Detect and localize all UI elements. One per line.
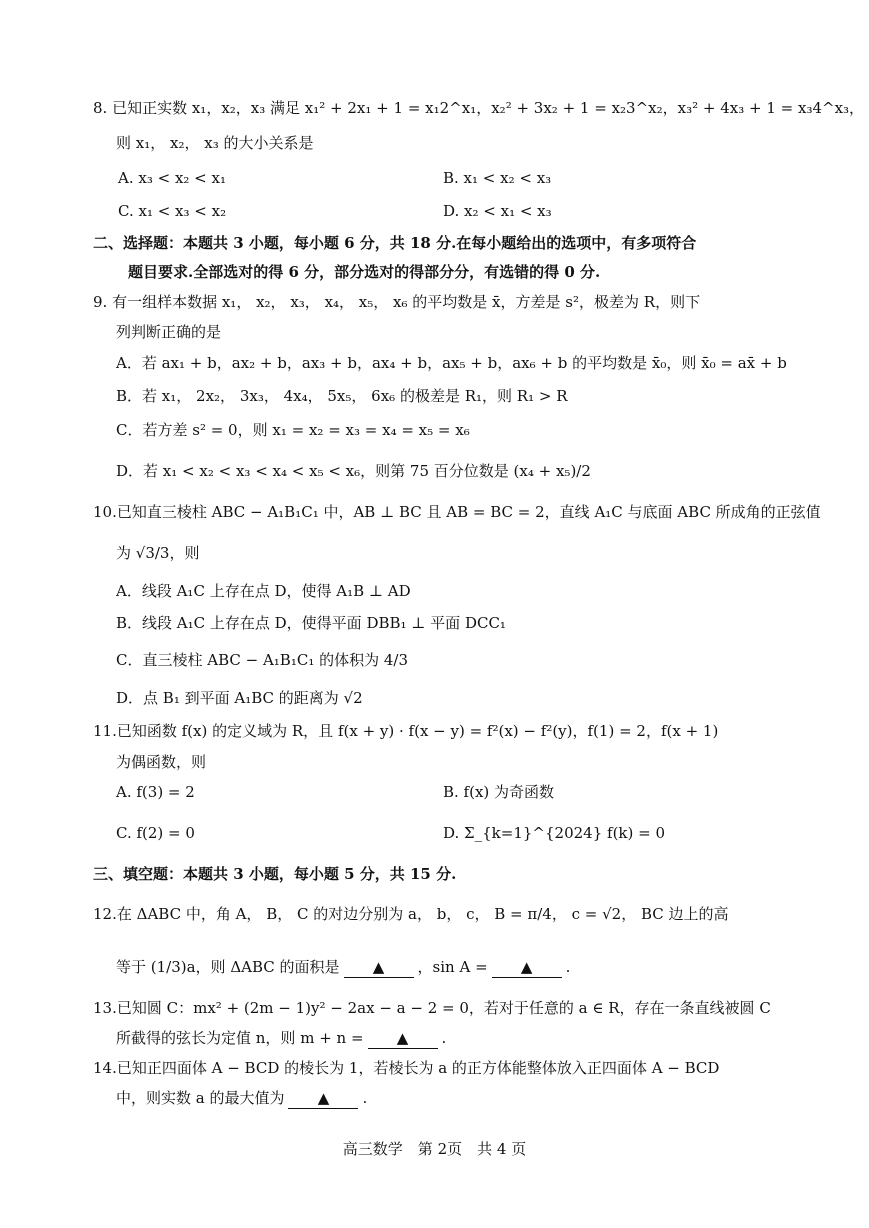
q10-stem-line1: 10.已知直三棱柱 ABC − A₁B₁C₁ 中，AB ⊥ BC 且 AB = BC = 2，直线 A₁C 与底面 ABC 所成角的正弦值 bbox=[93, 503, 821, 521]
q9-option-d: D．若 x₁ < x₂ < x₃ < x₄ < x₅ < x₆，则第 75 百分位数是 (x₄ + x₅)/2 bbox=[116, 462, 591, 480]
q10-option-d: D．点 B₁ 到平面 A₁BC 的距离为 √2 bbox=[116, 689, 363, 707]
q8-stem-line1: 8. 已知正实数 x₁，x₂，x₃ 满足 x₁² + 2x₁ + 1 = x₁2^x₁，x₂² + 3x₂ + 1 = x₂3^x₂，x₃² + 4x₃ + 1 = x₃4^x₃， bbox=[93, 99, 865, 117]
section2-heading-line1: 二、选择题：本题共 3 小题，每小题 6 分，共 18 分.在每小题给出的选项中，有多项符合 bbox=[93, 234, 697, 252]
q11-option-c: C. f(2) = 0 bbox=[116, 824, 195, 842]
q11-stem-line2: 为偶函数，则 bbox=[116, 753, 207, 771]
q11-option-b: B. f(x) 为奇函数 bbox=[443, 783, 555, 801]
q12-answer-blank-2: ▲ bbox=[492, 957, 562, 978]
q9-option-c: C．若方差 s² = 0，则 x₁ = x₂ = x₃ = x₄ = x₅ = x₆ bbox=[116, 421, 470, 439]
q9-option-b: B．若 x₁， 2x₂， 3x₃， 4x₄， 5x₅， 6x₆ 的极差是 R₁，则 R₁ > R bbox=[116, 387, 568, 405]
q11-option-d: D. Σ_{k=1}^{2024} f(k) = 0 bbox=[443, 824, 666, 842]
q9-stem-line1: 9. 有一组样本数据 x₁， x₂， x₃， x₄， x₅， x₆ 的平均数是 x̄，方差是 s²，极差为 R，则下 bbox=[93, 293, 701, 311]
q11-option-a: A. f(3) = 2 bbox=[116, 783, 195, 801]
q8-option-d: D. x₂ < x₁ < x₃ bbox=[443, 202, 552, 220]
q10-stem-line2: 为 √3/3，则 bbox=[116, 544, 200, 562]
q8-option-b: B. x₁ < x₂ < x₃ bbox=[443, 169, 552, 187]
q14-stem-line2 bbox=[116, 1088, 367, 1109]
q13-text-a: 所截得的弦长为定值 n，则 m + n = bbox=[116, 1029, 364, 1047]
q9-stem-line2: 列判断正确的是 bbox=[116, 323, 222, 341]
q10-option-b: B．线段 A₁C 上存在点 D，使得平面 DBB₁ ⊥ 平面 DCC₁ bbox=[116, 614, 506, 632]
q12-stem-line2 bbox=[116, 957, 570, 978]
q8-option-a: A. x₃ < x₂ < x₁ bbox=[118, 169, 226, 187]
q8-stem-line2: 则 x₁， x₂， x₃ 的大小关系是 bbox=[116, 134, 314, 152]
q14-answer-blank: ▲ bbox=[288, 1088, 358, 1109]
q12-stem-line1: 12.在 ΔABC 中，角 A， B， C 的对边分别为 a， b， c， B = π/4， c = √2， BC 边上的高 bbox=[93, 905, 729, 923]
q13-text-b: . bbox=[441, 1029, 447, 1047]
section2-heading-line2: 题目要求.全部选对的得 6 分，部分选对的得部分分，有选错的得 0 分. bbox=[128, 263, 601, 281]
q12-answer-blank-1: ▲ bbox=[344, 957, 414, 978]
q11-stem-line1: 11.已知函数 f(x) 的定义域为 R，且 f(x + y) · f(x − y) = f²(x) − f²(y)，f(1) = 2，f(x + 1) bbox=[93, 722, 719, 740]
q14-stem-line1: 14.已知正四面体 A − BCD 的棱长为 1，若棱长为 a 的正方体能整体放入正四面体 A − BCD bbox=[93, 1059, 720, 1077]
page-footer: 高三数学 第 2页 共 4 页 bbox=[342, 1140, 527, 1158]
q14-text-b: . bbox=[362, 1089, 368, 1107]
q13-answer-blank: ▲ bbox=[368, 1028, 438, 1049]
q10-option-c: C．直三棱柱 ABC − A₁B₁C₁ 的体积为 4/3 bbox=[116, 651, 409, 669]
q8-option-c: C. x₁ < x₃ < x₂ bbox=[118, 202, 227, 220]
q12-text-a: 等于 (1/3)a，则 ΔABC 的面积是 bbox=[116, 958, 340, 976]
q12-text-b: ，sin A = bbox=[417, 958, 488, 976]
q12-text-c: . bbox=[565, 958, 571, 976]
q14-text-a: 中，则实数 a 的最大值为 bbox=[116, 1089, 285, 1107]
q10-option-a: A．线段 A₁C 上存在点 D，使得 A₁B ⊥ AD bbox=[116, 582, 411, 600]
q13-stem-line2 bbox=[116, 1028, 446, 1049]
q13-stem-line1: 13.已知圆 C：mx² + (2m − 1)y² − 2ax − a − 2 = 0，若对于任意的 a ∈ R，存在一条直线被圆 C bbox=[93, 999, 771, 1017]
q9-option-a: A．若 ax₁ + b，ax₂ + b，ax₃ + b，ax₄ + b，ax₅ + b，ax₆ + b 的平均数是 x̄₀，则 x̄₀ = ax̄ + b bbox=[116, 354, 787, 372]
section3-heading: 三、填空题：本题共 3 小题，每小题 5 分，共 15 分. bbox=[93, 865, 457, 883]
